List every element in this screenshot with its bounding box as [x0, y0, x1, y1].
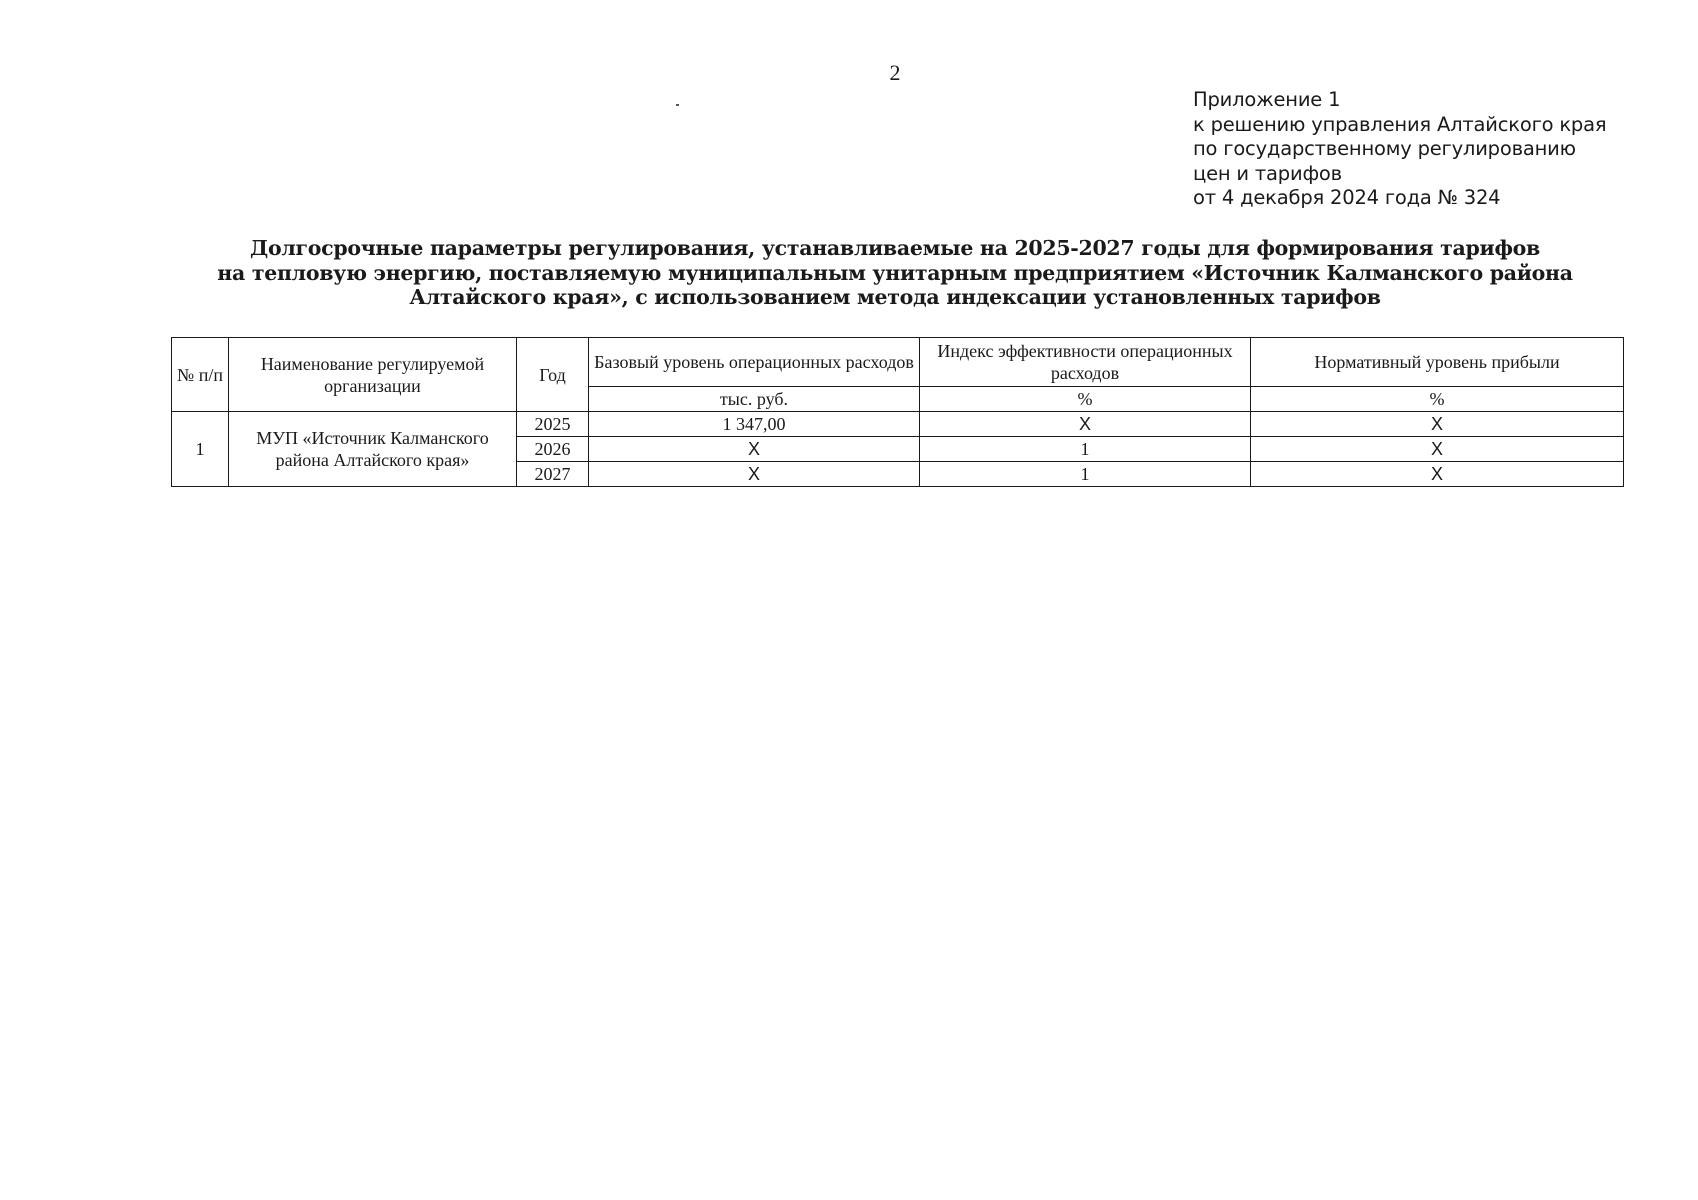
cell-profit: Х [1251, 437, 1624, 462]
unit-index: % [920, 387, 1251, 412]
header-num: № п/п [172, 338, 229, 412]
cell-year: 2027 [517, 462, 589, 487]
annex-line: к решению управления Алтайского края [1193, 112, 1607, 136]
cell-base: Х [589, 437, 920, 462]
header-year: Год [517, 338, 589, 412]
title-line: Долгосрочные параметры регулирования, устанавливаемые на 2025-2027 годы для формирования тарифов [250, 236, 1540, 260]
cell-index: 1 [920, 462, 1251, 487]
header-profit-level: Нормативный уровень прибыли [1251, 338, 1624, 387]
document-title [170, 236, 1620, 310]
annex-line: от 4 декабря 2024 года № 324 [1193, 186, 1501, 209]
header-efficiency-index: Индекс эффективности операционных расходов [920, 338, 1251, 387]
cell-base: 1 347,00 [589, 412, 920, 437]
cell-profit: Х [1251, 462, 1624, 487]
cell-index: 1 [920, 437, 1251, 462]
annex-line: по государственному регулированию [1193, 137, 1576, 160]
annex-line: Приложение 1 [1193, 88, 1341, 111]
unit-base: тыс. руб. [589, 387, 920, 412]
table-row [172, 412, 1624, 437]
cell-profit: Х [1251, 412, 1624, 437]
annex-block [1193, 88, 1606, 211]
annex-line: цен и тарифов [1193, 161, 1342, 185]
title-line: на тепловую энергию, поставляемую муниципальным унитарным предприятием «Источник Калманского района [217, 260, 1573, 285]
parameters-table [171, 337, 1624, 487]
cell-row-number: 1 [172, 412, 229, 487]
cell-year: 2026 [517, 437, 589, 462]
cell-organization: МУП «Источник Калманского района Алтайского края» [229, 412, 517, 487]
title-line: Алтайского края», с использованием метода индексации установленных тарифов [409, 285, 1381, 309]
page-number: 2 [889, 60, 901, 85]
cell-index: Х [920, 412, 1251, 437]
scan-dot [676, 104, 679, 106]
header-base-level: Базовый уровень операционных расходов [589, 338, 920, 387]
header-organization: Наименование регулируемой организации [229, 338, 517, 412]
table-header-row [172, 338, 1624, 387]
cell-base: Х [589, 462, 920, 487]
unit-profit: % [1251, 387, 1624, 412]
cell-year: 2025 [517, 412, 589, 437]
